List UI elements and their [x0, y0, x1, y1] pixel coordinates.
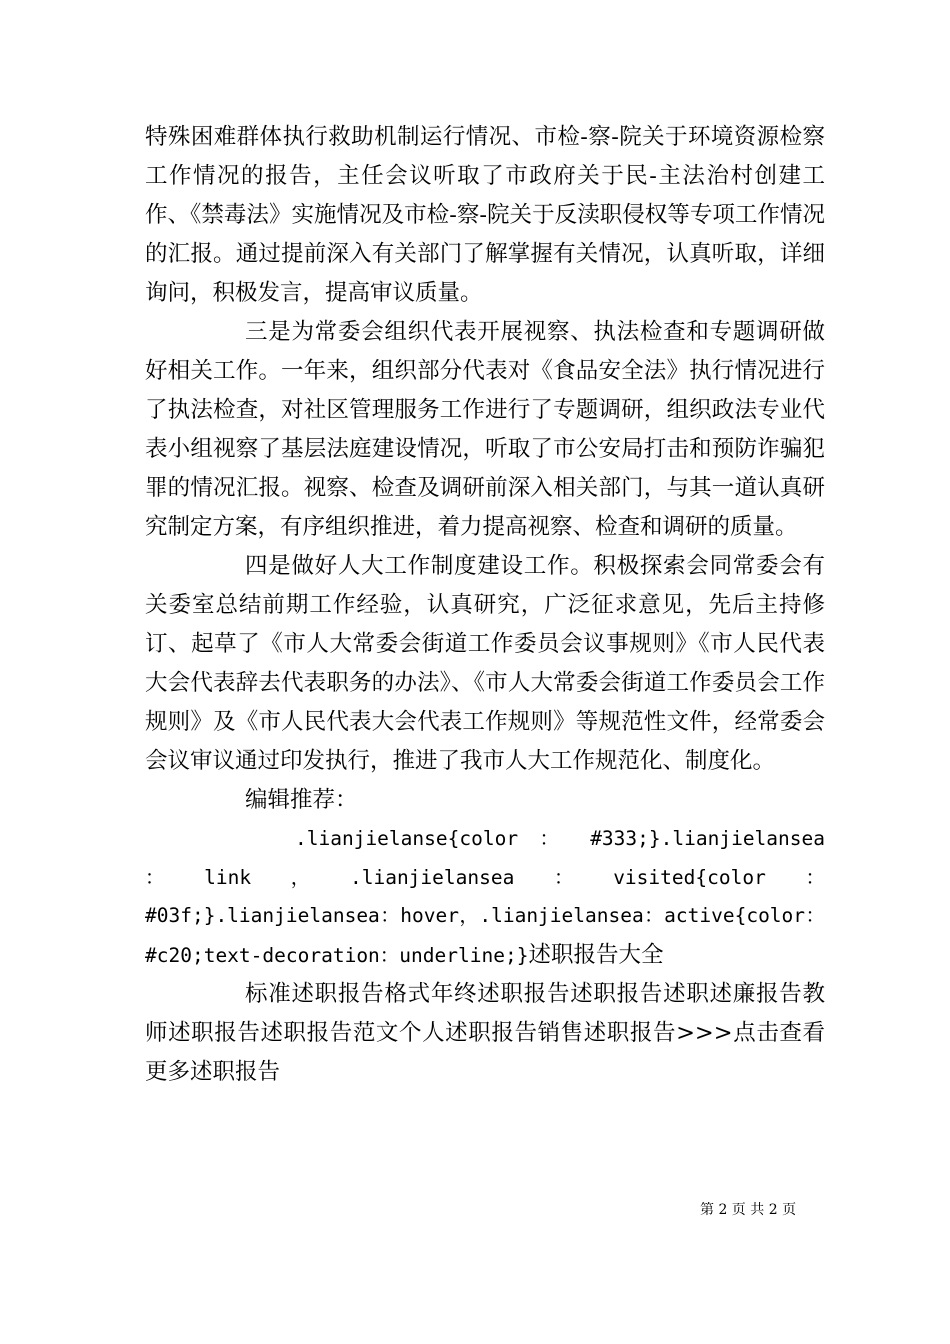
page-number: 第 2 页 共 2 页: [700, 1202, 797, 1218]
paragraph-1: 特殊困难群体执行救助机制运行情况、市检-察-院关于环境资源检察工作情况的报告，主任会议听取了市政府关于民-主法治村创建工作、《禁毒法》实施情况及市检-察-院关于反渎职侵权等专项工作情况的汇报。通过提前深入有关部门了解掌握有关情况，认真听取，详细询问，积极发言，提高审议质量。: [145, 124, 825, 306]
paragraph-2: 三是为常委会组织代表开展视察、执法检查和专题调研做好相关工作。一年来，组织部分代表对《食品安全法》执行情况进行了执法检查，对社区管理服务工作进行了专题调研，组织政法专业代表小组视察了基层法庭建设情况，听取了市公安局打击和预防诈骗犯罪的情况汇报。视察、检查及调研前深入相关部门，与其一道认真研究制定方案，有序组织推进，着力提高视察、检查和调研的质量。: [145, 319, 825, 540]
related-links-paragraph[interactable]: 标准述职报告格式年终述职报告述职报告述职述廉报告教师述职报告述职报告范文个人述职报告销售述职报告>>>点击查看更多述职报告: [145, 981, 825, 1085]
paragraph-3: 四是做好人大工作制度建设工作。积极探索会同常委会有关委室总结前期工作经验，认真研究，广泛征求意见，先后主持修订、起草了《市人大常委会街道工作委员会议事规则》《市人民代表大会代表辞去代表职务的办法》、《市人大常委会街道工作委员会工作规则》及《市人民代表大会代表工作规则》等规范性文件，经常委会会议审议通过印发执行，推进了我市人大工作规范化、制度化。: [145, 553, 825, 774]
css-snippet-paragraph: [145, 820, 825, 975]
report-collection-link[interactable]: 述职报告大全: [528, 941, 664, 968]
document-body: [145, 118, 825, 1092]
css-snippet-text: .lianjielanse{color ： #333;}.lianjielansea ：link，.lianjielansea：visited{color：#03f;}.lianjielansea：hover，.lianjielansea：active{color：#c20;text-decoration：underline;}: [145, 827, 825, 967]
editor-recommend-label: 编辑推荐：: [245, 787, 358, 813]
